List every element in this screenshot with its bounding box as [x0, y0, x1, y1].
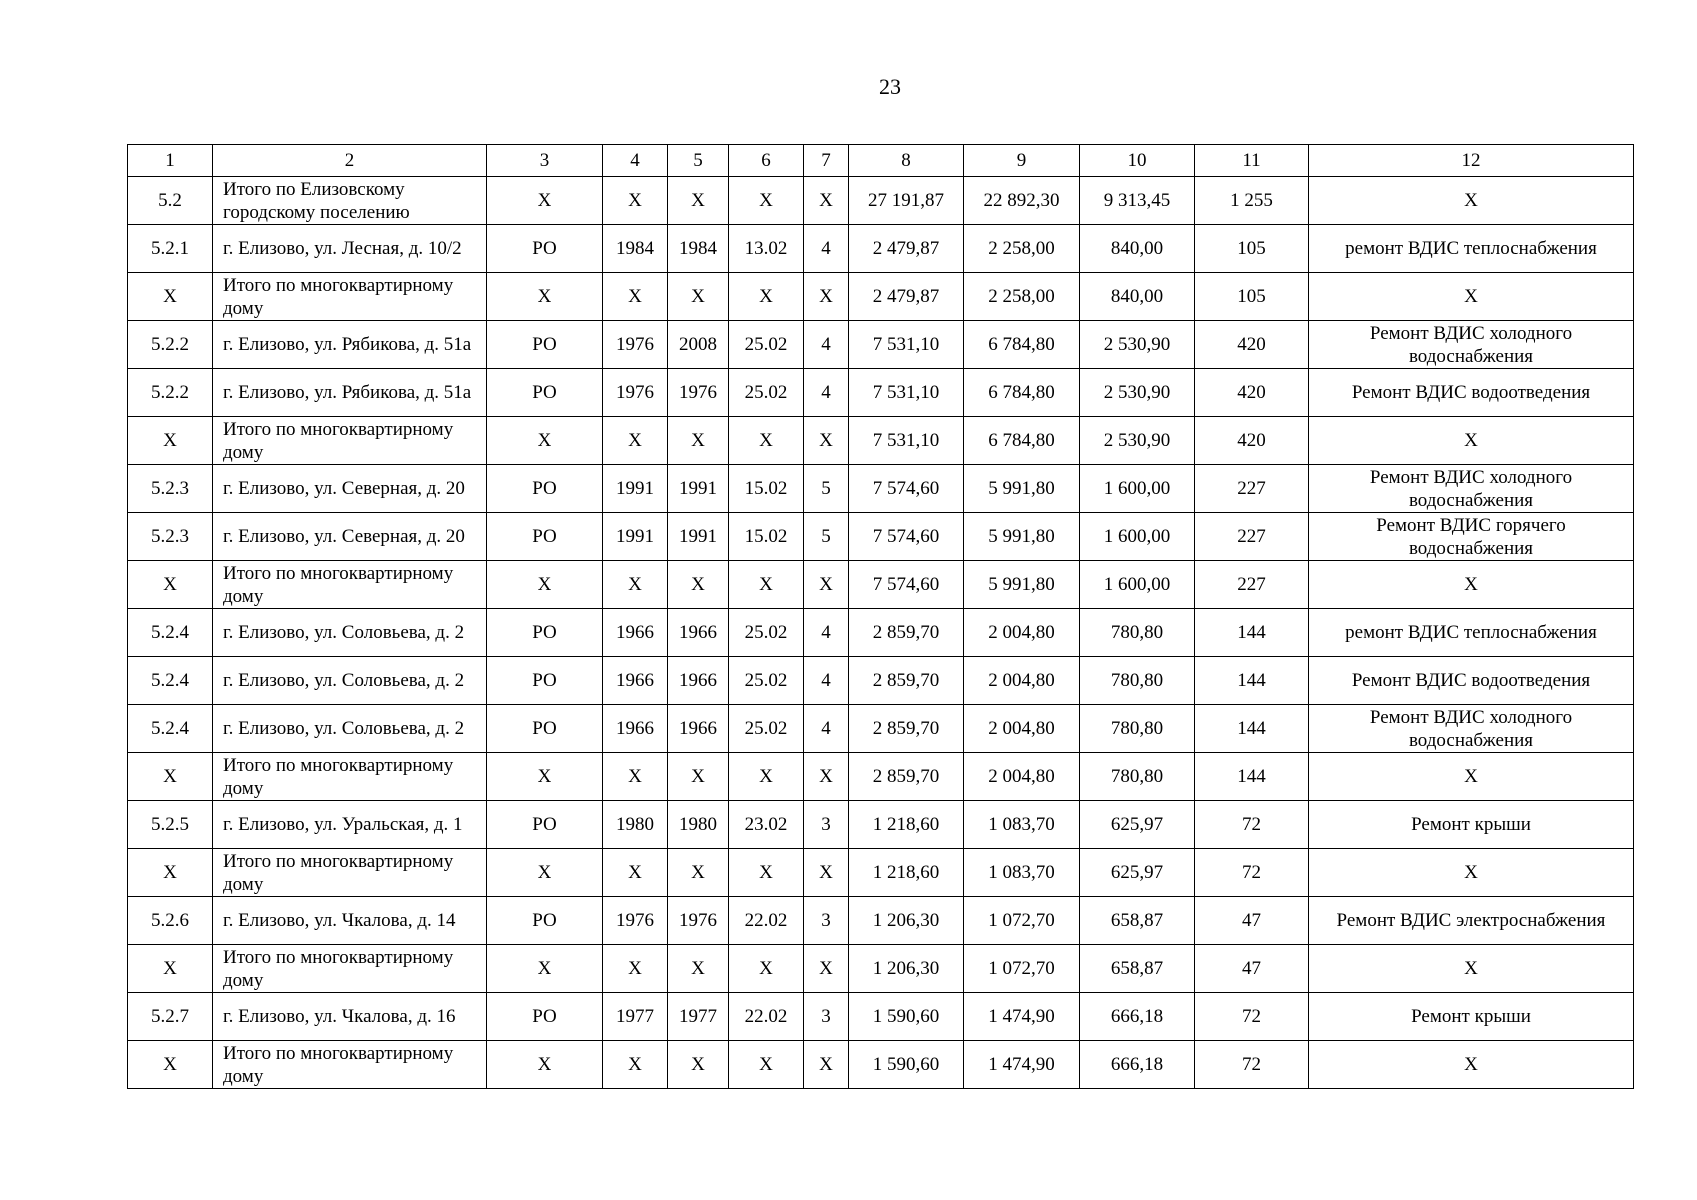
- work-type-cell: Ремонт крыши: [1309, 801, 1634, 849]
- living-area-cell: 6 784,80: [964, 369, 1080, 417]
- total-area-cell: 7 574,60: [849, 561, 964, 609]
- page-number: 23: [879, 74, 901, 99]
- address-cell: г. Елизово, ул. Соловьева, д. 2: [213, 609, 487, 657]
- year-commissioned-cell: 2008: [668, 321, 729, 369]
- address-cell: г. Елизово, ул. Северная, д. 20: [213, 513, 487, 561]
- total-area-cell: 7 531,10: [849, 369, 964, 417]
- address-cell: Итого по Елизовскому городскому поселению: [213, 177, 487, 225]
- item-number-cell: 5.2.1: [128, 225, 213, 273]
- item-number-cell: 5.2.2: [128, 321, 213, 369]
- residents-cell: 72: [1195, 801, 1309, 849]
- cost-cell: 2 530,90: [1080, 321, 1195, 369]
- living-area-cell: 2 004,80: [964, 705, 1080, 753]
- table-row: [128, 609, 1634, 657]
- floors-cell: X: [804, 849, 849, 897]
- column-number: 7: [804, 145, 849, 177]
- residents-cell: 72: [1195, 849, 1309, 897]
- owner-type-cell: РО: [487, 369, 603, 417]
- cost-cell: 9 313,45: [1080, 177, 1195, 225]
- living-area-cell: 6 784,80: [964, 417, 1080, 465]
- year-built-cell: X: [603, 417, 668, 465]
- total-area-cell: 27 191,87: [849, 177, 964, 225]
- year-built-cell: 1976: [603, 897, 668, 945]
- year-commissioned-cell: 1977: [668, 993, 729, 1041]
- total-area-cell: 7 574,60: [849, 465, 964, 513]
- year-built-cell: X: [603, 849, 668, 897]
- item-number-cell: X: [128, 561, 213, 609]
- total-area-cell: 1 590,60: [849, 993, 964, 1041]
- address-cell: Итого по многоквартирному дому: [213, 1041, 487, 1089]
- floors-cell: X: [804, 561, 849, 609]
- total-area-cell: 7 531,10: [849, 417, 964, 465]
- address-cell: Итого по многоквартирному дому: [213, 417, 487, 465]
- year-built-cell: X: [603, 1041, 668, 1089]
- item-number-cell: 5.2.4: [128, 657, 213, 705]
- total-area-cell: 1 590,60: [849, 1041, 964, 1089]
- total-area-cell: 2 479,87: [849, 273, 964, 321]
- item-number-cell: 5.2.6: [128, 897, 213, 945]
- residents-cell: 420: [1195, 417, 1309, 465]
- total-area-cell: 2 859,70: [849, 705, 964, 753]
- year-commissioned-cell: 1991: [668, 513, 729, 561]
- work-type-cell: ремонт ВДИС теплоснабжения: [1309, 225, 1634, 273]
- item-number-cell: 5.2.5: [128, 801, 213, 849]
- cost-cell: 666,18: [1080, 993, 1195, 1041]
- year-commissioned-cell: X: [668, 177, 729, 225]
- floors-cell: 3: [804, 801, 849, 849]
- year-built-cell: X: [603, 177, 668, 225]
- owner-type-cell: РО: [487, 993, 603, 1041]
- owner-type-cell: X: [487, 945, 603, 993]
- code-cell: X: [729, 753, 804, 801]
- cost-cell: 1 600,00: [1080, 513, 1195, 561]
- code-cell: X: [729, 945, 804, 993]
- residents-cell: 72: [1195, 1041, 1309, 1089]
- column-number: 12: [1309, 145, 1634, 177]
- code-cell: 25.02: [729, 321, 804, 369]
- year-commissioned-cell: 1966: [668, 657, 729, 705]
- work-type-cell: ремонт ВДИС теплоснабжения: [1309, 609, 1634, 657]
- owner-type-cell: РО: [487, 657, 603, 705]
- table-row: [128, 705, 1634, 753]
- column-number: 3: [487, 145, 603, 177]
- year-built-cell: 1991: [603, 465, 668, 513]
- item-number-cell: X: [128, 1041, 213, 1089]
- owner-type-cell: РО: [487, 609, 603, 657]
- year-commissioned-cell: X: [668, 273, 729, 321]
- column-number: 9: [964, 145, 1080, 177]
- cost-cell: 625,97: [1080, 801, 1195, 849]
- living-area-cell: 1 072,70: [964, 897, 1080, 945]
- year-built-cell: 1977: [603, 993, 668, 1041]
- living-area-cell: 1 072,70: [964, 945, 1080, 993]
- year-built-cell: 1991: [603, 513, 668, 561]
- residents-cell: 72: [1195, 993, 1309, 1041]
- year-commissioned-cell: X: [668, 753, 729, 801]
- owner-type-cell: X: [487, 273, 603, 321]
- residents-cell: 420: [1195, 321, 1309, 369]
- year-commissioned-cell: 1980: [668, 801, 729, 849]
- item-number-cell: X: [128, 273, 213, 321]
- address-cell: г. Елизово, ул. Уральская, д. 1: [213, 801, 487, 849]
- address-cell: г. Елизово, ул. Соловьева, д. 2: [213, 705, 487, 753]
- residents-cell: 227: [1195, 465, 1309, 513]
- cost-cell: 666,18: [1080, 1041, 1195, 1089]
- year-built-cell: 1976: [603, 321, 668, 369]
- total-area-cell: 7 574,60: [849, 513, 964, 561]
- floors-cell: 4: [804, 657, 849, 705]
- owner-type-cell: X: [487, 849, 603, 897]
- cost-cell: 840,00: [1080, 273, 1195, 321]
- cost-cell: 658,87: [1080, 897, 1195, 945]
- item-number-cell: X: [128, 417, 213, 465]
- address-cell: г. Елизово, ул. Чкалова, д. 16: [213, 993, 487, 1041]
- table-row: [128, 273, 1634, 321]
- address-cell: Итого по многоквартирному дому: [213, 273, 487, 321]
- column-number: 6: [729, 145, 804, 177]
- code-cell: 13.02: [729, 225, 804, 273]
- work-type-cell: Ремонт ВДИС электроснабжения: [1309, 897, 1634, 945]
- address-cell: Итого по многоквартирному дому: [213, 753, 487, 801]
- work-type-cell: Ремонт ВДИС холодного водоснабжения: [1309, 321, 1634, 369]
- year-built-cell: 1984: [603, 225, 668, 273]
- code-cell: X: [729, 417, 804, 465]
- item-number-cell: X: [128, 753, 213, 801]
- table-row: [128, 849, 1634, 897]
- year-built-cell: 1966: [603, 705, 668, 753]
- repair-plan-table: [127, 144, 1634, 1089]
- column-number-row: [128, 145, 1634, 177]
- cost-cell: 1 600,00: [1080, 561, 1195, 609]
- column-number: 1: [128, 145, 213, 177]
- floors-cell: X: [804, 417, 849, 465]
- work-type-cell: Ремонт ВДИС горячего водоснабжения: [1309, 513, 1634, 561]
- code-cell: 15.02: [729, 513, 804, 561]
- column-number: 2: [213, 145, 487, 177]
- owner-type-cell: РО: [487, 897, 603, 945]
- table-row: [128, 993, 1634, 1041]
- code-cell: 25.02: [729, 705, 804, 753]
- living-area-cell: 6 784,80: [964, 321, 1080, 369]
- year-commissioned-cell: X: [668, 417, 729, 465]
- total-area-cell: 7 531,10: [849, 321, 964, 369]
- code-cell: 25.02: [729, 657, 804, 705]
- item-number-cell: 5.2.4: [128, 609, 213, 657]
- table-row: [128, 1041, 1634, 1089]
- floors-cell: 3: [804, 897, 849, 945]
- column-number: 10: [1080, 145, 1195, 177]
- residents-cell: 144: [1195, 705, 1309, 753]
- total-area-cell: 1 206,30: [849, 945, 964, 993]
- residents-cell: 105: [1195, 225, 1309, 273]
- floors-cell: 4: [804, 609, 849, 657]
- address-cell: Итого по многоквартирному дому: [213, 945, 487, 993]
- column-number: 5: [668, 145, 729, 177]
- table-row: [128, 513, 1634, 561]
- table-row: [128, 321, 1634, 369]
- code-cell: 23.02: [729, 801, 804, 849]
- year-built-cell: X: [603, 273, 668, 321]
- work-type-cell: X: [1309, 753, 1634, 801]
- address-cell: Итого по многоквартирному дому: [213, 849, 487, 897]
- code-cell: 25.02: [729, 369, 804, 417]
- owner-type-cell: РО: [487, 465, 603, 513]
- table-row: [128, 753, 1634, 801]
- address-cell: г. Елизово, ул. Лесная, д. 10/2: [213, 225, 487, 273]
- item-number-cell: 5.2.7: [128, 993, 213, 1041]
- code-cell: 25.02: [729, 609, 804, 657]
- floors-cell: 4: [804, 225, 849, 273]
- owner-type-cell: РО: [487, 705, 603, 753]
- address-cell: г. Елизово, ул. Северная, д. 20: [213, 465, 487, 513]
- year-commissioned-cell: 1966: [668, 609, 729, 657]
- residents-cell: 144: [1195, 657, 1309, 705]
- living-area-cell: 2 258,00: [964, 273, 1080, 321]
- work-type-cell: Ремонт ВДИС холодного водоснабжения: [1309, 465, 1634, 513]
- address-cell: Итого по многоквартирному дому: [213, 561, 487, 609]
- living-area-cell: 2 258,00: [964, 225, 1080, 273]
- table-row: [128, 657, 1634, 705]
- total-area-cell: 2 859,70: [849, 753, 964, 801]
- code-cell: 22.02: [729, 897, 804, 945]
- owner-type-cell: РО: [487, 513, 603, 561]
- address-cell: г. Елизово, ул. Соловьева, д. 2: [213, 657, 487, 705]
- year-commissioned-cell: 1976: [668, 897, 729, 945]
- living-area-cell: 1 083,70: [964, 801, 1080, 849]
- work-type-cell: Ремонт ВДИС холодного водоснабжения: [1309, 705, 1634, 753]
- living-area-cell: 5 991,80: [964, 513, 1080, 561]
- floors-cell: 4: [804, 705, 849, 753]
- year-built-cell: 1966: [603, 609, 668, 657]
- item-number-cell: 5.2.4: [128, 705, 213, 753]
- work-type-cell: Ремонт ВДИС водоотведения: [1309, 657, 1634, 705]
- code-cell: X: [729, 177, 804, 225]
- floors-cell: 3: [804, 993, 849, 1041]
- work-type-cell: X: [1309, 417, 1634, 465]
- table-row: [128, 417, 1634, 465]
- cost-cell: 2 530,90: [1080, 417, 1195, 465]
- living-area-cell: 1 083,70: [964, 849, 1080, 897]
- total-area-cell: 1 218,60: [849, 849, 964, 897]
- total-area-cell: 2 859,70: [849, 609, 964, 657]
- living-area-cell: 5 991,80: [964, 465, 1080, 513]
- residents-cell: 144: [1195, 753, 1309, 801]
- living-area-cell: 22 892,30: [964, 177, 1080, 225]
- table-row: [128, 561, 1634, 609]
- owner-type-cell: X: [487, 753, 603, 801]
- floors-cell: X: [804, 177, 849, 225]
- item-number-cell: 5.2.2: [128, 369, 213, 417]
- code-cell: X: [729, 273, 804, 321]
- address-cell: г. Елизово, ул. Рябикова, д. 51а: [213, 369, 487, 417]
- owner-type-cell: X: [487, 1041, 603, 1089]
- year-commissioned-cell: 1966: [668, 705, 729, 753]
- cost-cell: 1 600,00: [1080, 465, 1195, 513]
- total-area-cell: 2 859,70: [849, 657, 964, 705]
- work-type-cell: X: [1309, 561, 1634, 609]
- year-commissioned-cell: 1991: [668, 465, 729, 513]
- year-built-cell: X: [603, 561, 668, 609]
- owner-type-cell: РО: [487, 225, 603, 273]
- living-area-cell: 1 474,90: [964, 993, 1080, 1041]
- owner-type-cell: X: [487, 561, 603, 609]
- item-number-cell: 5.2: [128, 177, 213, 225]
- floors-cell: X: [804, 1041, 849, 1089]
- work-type-cell: X: [1309, 1041, 1634, 1089]
- item-number-cell: 5.2.3: [128, 465, 213, 513]
- owner-type-cell: РО: [487, 801, 603, 849]
- year-built-cell: X: [603, 753, 668, 801]
- cost-cell: 780,80: [1080, 657, 1195, 705]
- cost-cell: 780,80: [1080, 705, 1195, 753]
- code-cell: X: [729, 1041, 804, 1089]
- address-cell: г. Елизово, ул. Чкалова, д. 14: [213, 897, 487, 945]
- floors-cell: X: [804, 753, 849, 801]
- code-cell: X: [729, 849, 804, 897]
- residents-cell: 420: [1195, 369, 1309, 417]
- total-area-cell: 1 218,60: [849, 801, 964, 849]
- year-built-cell: 1976: [603, 369, 668, 417]
- table-row: [128, 801, 1634, 849]
- residents-cell: 227: [1195, 561, 1309, 609]
- owner-type-cell: РО: [487, 321, 603, 369]
- work-type-cell: X: [1309, 849, 1634, 897]
- year-commissioned-cell: X: [668, 849, 729, 897]
- residents-cell: 227: [1195, 513, 1309, 561]
- floors-cell: 4: [804, 369, 849, 417]
- cost-cell: 625,97: [1080, 849, 1195, 897]
- table-row: [128, 177, 1634, 225]
- table-row: [128, 369, 1634, 417]
- year-commissioned-cell: 1984: [668, 225, 729, 273]
- floors-cell: 4: [804, 321, 849, 369]
- year-built-cell: 1966: [603, 657, 668, 705]
- code-cell: 15.02: [729, 465, 804, 513]
- column-number: 4: [603, 145, 668, 177]
- floors-cell: 5: [804, 465, 849, 513]
- work-type-cell: X: [1309, 945, 1634, 993]
- year-built-cell: 1980: [603, 801, 668, 849]
- cost-cell: 658,87: [1080, 945, 1195, 993]
- year-commissioned-cell: X: [668, 561, 729, 609]
- residents-cell: 144: [1195, 609, 1309, 657]
- floors-cell: X: [804, 945, 849, 993]
- cost-cell: 840,00: [1080, 225, 1195, 273]
- code-cell: 22.02: [729, 993, 804, 1041]
- cost-cell: 780,80: [1080, 753, 1195, 801]
- residents-cell: 105: [1195, 273, 1309, 321]
- owner-type-cell: X: [487, 177, 603, 225]
- table-row: [128, 225, 1634, 273]
- living-area-cell: 2 004,80: [964, 753, 1080, 801]
- year-built-cell: X: [603, 945, 668, 993]
- work-type-cell: Ремонт ВДИС водоотведения: [1309, 369, 1634, 417]
- residents-cell: 1 255: [1195, 177, 1309, 225]
- living-area-cell: 2 004,80: [964, 657, 1080, 705]
- residents-cell: 47: [1195, 897, 1309, 945]
- year-commissioned-cell: X: [668, 945, 729, 993]
- item-number-cell: X: [128, 945, 213, 993]
- owner-type-cell: X: [487, 417, 603, 465]
- year-commissioned-cell: X: [668, 1041, 729, 1089]
- work-type-cell: X: [1309, 177, 1634, 225]
- floors-cell: 5: [804, 513, 849, 561]
- living-area-cell: 5 991,80: [964, 561, 1080, 609]
- work-type-cell: X: [1309, 273, 1634, 321]
- cost-cell: 780,80: [1080, 609, 1195, 657]
- living-area-cell: 1 474,90: [964, 1041, 1080, 1089]
- code-cell: X: [729, 561, 804, 609]
- year-commissioned-cell: 1976: [668, 369, 729, 417]
- table-row: [128, 897, 1634, 945]
- residents-cell: 47: [1195, 945, 1309, 993]
- floors-cell: X: [804, 273, 849, 321]
- total-area-cell: 2 479,87: [849, 225, 964, 273]
- work-type-cell: Ремонт крыши: [1309, 993, 1634, 1041]
- living-area-cell: 2 004,80: [964, 609, 1080, 657]
- item-number-cell: 5.2.3: [128, 513, 213, 561]
- address-cell: г. Елизово, ул. Рябикова, д. 51а: [213, 321, 487, 369]
- table-row: [128, 945, 1634, 993]
- item-number-cell: X: [128, 849, 213, 897]
- table-row: [128, 465, 1634, 513]
- cost-cell: 2 530,90: [1080, 369, 1195, 417]
- column-number: 11: [1195, 145, 1309, 177]
- total-area-cell: 1 206,30: [849, 897, 964, 945]
- column-number: 8: [849, 145, 964, 177]
